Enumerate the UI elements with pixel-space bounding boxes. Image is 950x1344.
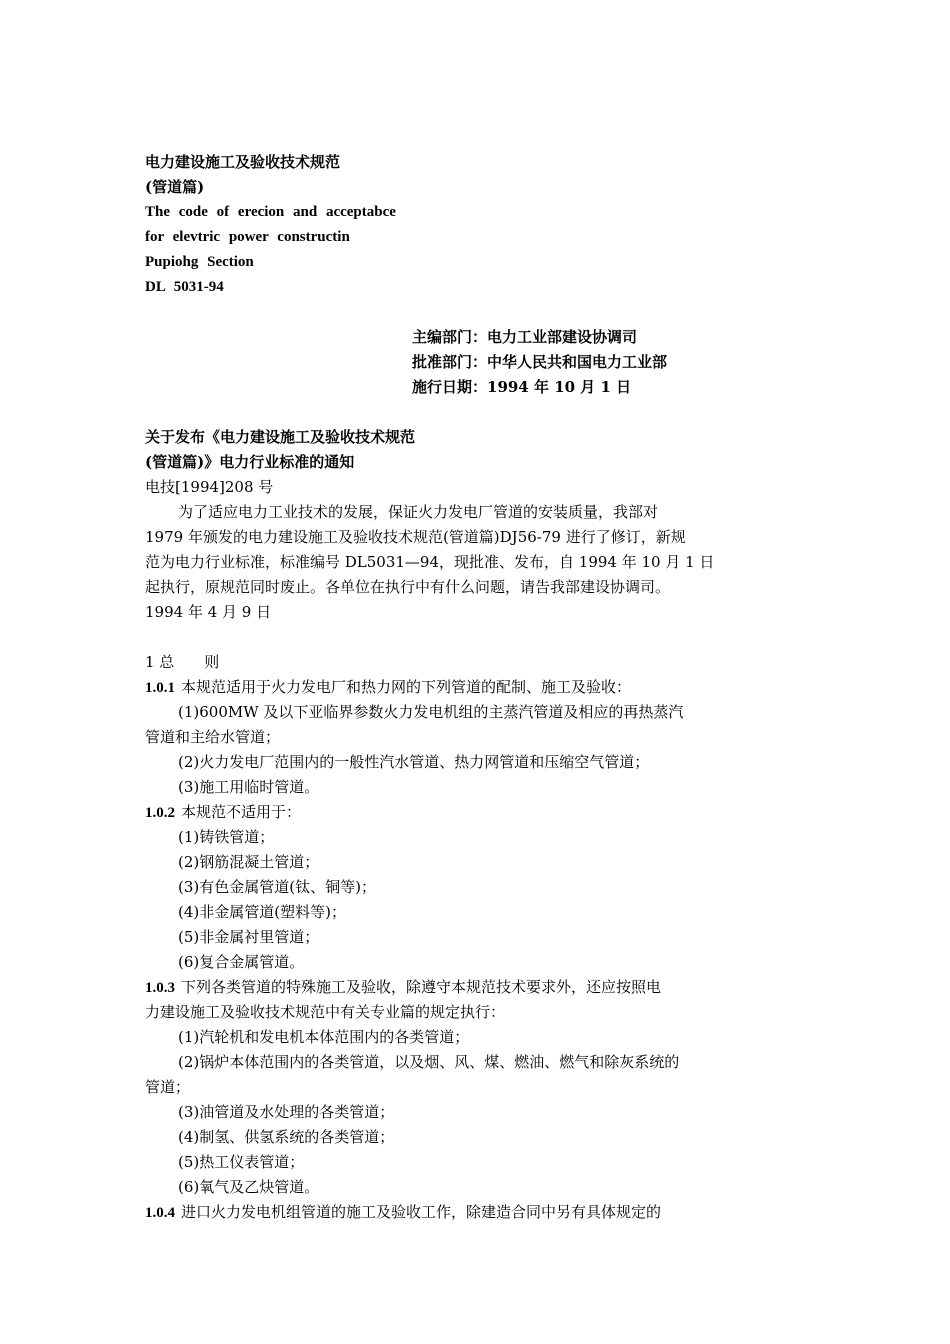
english-title-line3: Pupiohg Section: [145, 254, 254, 270]
standard-code: DL 5031-94: [145, 279, 224, 295]
chapter-heading: 1 总 则: [145, 653, 220, 671]
clause-item: (1)600MW 及以下亚临界参数火力发电机组的主蒸汽管道及相应的再热蒸汽: [178, 703, 684, 721]
notice-body-line: 起执行，原规范同时废止。各单位在执行中有什么问题，请告我部建设协调司。: [145, 578, 671, 596]
clause-item: (3)油管道及水处理的各类管道；: [178, 1103, 395, 1121]
notice-body-line: 1979 年颁发的电力建设施工及验收技术规范(管道篇)DJ56-79 进行了修订，新规: [145, 528, 686, 546]
english-title-line1: The code of erecion and acceptabce: [145, 204, 396, 220]
notice-body-line: 为了适应电力工业技术的发展，保证火力发电厂管道的安装质量，我部对: [178, 503, 659, 521]
clause-item: (5)热工仪表管道；: [178, 1153, 305, 1171]
document-subtitle: (管道篇): [145, 178, 205, 196]
clause-number: 1.0.3: [145, 980, 175, 996]
notice-body-line: 范为电力行业标准，标准编号 DL5031—94，现批准、发布，自 1994 年 10 月 1 日: [145, 553, 715, 571]
clause-item: (1)铸铁管道；: [178, 828, 275, 846]
effective-date: 施行日期：1994 年 10 月 1 日: [412, 378, 632, 396]
notice-document-number: 电技[1994]208 号: [145, 478, 274, 496]
english-title-line2: for elevtric power constructin: [145, 229, 350, 245]
clause-1-0-1: [145, 675, 631, 701]
clause-item: (2)锅炉本体范围内的各类管道，以及烟、风、煤、燃油、燃气和除灰系统的: [178, 1053, 680, 1071]
notice-title-line2: (管道篇)》电力行业标准的通知: [145, 453, 355, 471]
clause-1-0-2: [145, 800, 301, 826]
clause-item: (2)钢筋混凝土管道；: [178, 853, 320, 871]
clause-item: (3)施工用临时管道。: [178, 778, 320, 796]
document-title: 电力建设施工及验收技术规范: [145, 153, 341, 171]
notice-title-line1: 关于发布《电力建设施工及验收技术规范: [145, 428, 416, 446]
clause-item: (6)氧气及乙炔管道。: [178, 1178, 320, 1196]
clause-1-0-3: [145, 975, 661, 1001]
editor-department: 主编部门：电力工业部建设协调司: [412, 328, 638, 346]
clause-item: (4)制氢、供氢系统的各类管道；: [178, 1128, 395, 1146]
approval-department: 批准部门：中华人民共和国电力工业部: [412, 353, 668, 371]
clause-item-continued: 管道和主给水管道；: [145, 728, 281, 746]
clause-text: 本规范不适用于：: [181, 803, 302, 821]
clause-text: 进口火力发电机组管道的施工及验收工作，除建造合同中另有具体规定的: [181, 1203, 662, 1221]
clause-text-continued: 力建设施工及验收技术规范中有关专业篇的规定执行：: [145, 1003, 506, 1021]
clause-number: 1.0.1: [145, 680, 175, 696]
clause-item: (3)有色金属管道(钛、铜等)；: [178, 878, 376, 896]
notice-date: 1994 年 4 月 9 日: [145, 603, 272, 621]
clause-number: 1.0.4: [145, 1205, 175, 1221]
clause-item: (1)汽轮机和发电机本体范围内的各类管道；: [178, 1028, 470, 1046]
clause-number: 1.0.2: [145, 805, 175, 821]
clause-item: (6)复合金属管道。: [178, 953, 305, 971]
clause-item: (2)火力发电厂范围内的一般性汽水管道、热力网管道和压缩空气管道；: [178, 753, 650, 771]
clause-item: (4)非金属管道(塑料等)；: [178, 903, 346, 921]
clause-item-continued: 管道；: [145, 1078, 191, 1096]
clause-item: (5)非金属衬里管道；: [178, 928, 320, 946]
clause-text: 本规范适用于火力发电厂和热力网的下列管道的配制、施工及验收：: [181, 678, 632, 696]
clause-text: 下列各类管道的特殊施工及验收，除遵守本规范技术要求外，还应按照电: [181, 978, 662, 996]
clause-1-0-4: [145, 1200, 661, 1226]
